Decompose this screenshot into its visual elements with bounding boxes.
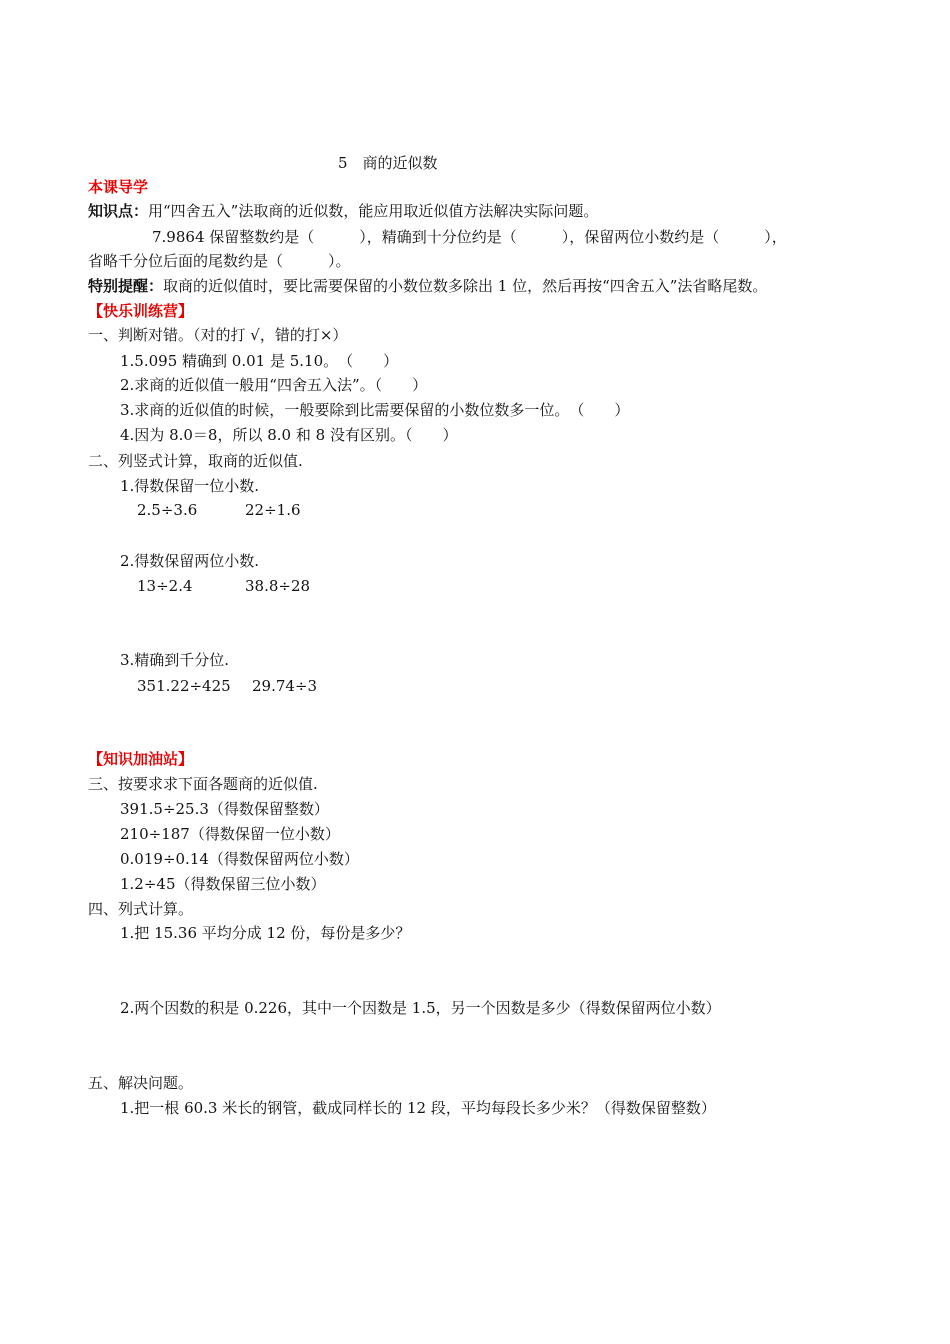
- example-line-2: 省略千分位后面的尾数约是（ ）。: [88, 252, 351, 270]
- judge-item-4: 4.因为 8.0＝8，所以 8.0 和 8 没有区别。（ ）: [120, 426, 458, 444]
- calc-1b: 22÷1.6: [245, 501, 301, 519]
- guide-heading: 本课导学: [88, 178, 149, 196]
- judge-item-1: 1.5.095 精确到 0.01 是 5.10。 （ ）: [120, 352, 399, 370]
- special-tip-label: 特别提醒：: [88, 277, 164, 295]
- knowledge-point-text: 用“四舍五入”法取商的近似数，能应用取近似值方法解决实际问题。: [148, 202, 599, 220]
- section-5-title: 五、解决问题。: [88, 1074, 194, 1092]
- calc-1a: 2.5÷3.6: [137, 501, 198, 519]
- knowledge-point-label: 知识点：: [88, 202, 149, 220]
- section-4-title: 四、列式计算。: [88, 900, 194, 918]
- part-2-title: 2.得数保留两位小数.: [120, 552, 260, 570]
- word-problem-4-2: 2.两个因数的积是 0.226，其中一个因数是 1.5，另一个因数是多少（得数保留两位小数）: [120, 999, 721, 1017]
- word-problem-4-1: 1.把 15.36 平均分成 12 份，每份是多少？: [120, 924, 411, 942]
- calc-3b: 29.74÷3: [252, 677, 318, 695]
- calc-2a: 13÷2.4: [137, 577, 193, 595]
- word-problem-5-1: 1.把一根 60.3 米长的钢管，截成同样长的 12 段，平均每段长多少米？（得数保留整数）: [120, 1099, 716, 1117]
- section-2-title: 二、列竖式计算，取商的近似值.: [88, 452, 303, 470]
- approx-item-4: 1.2÷45（得数保留三位小数）: [120, 875, 326, 893]
- judge-item-2: 2.求商的近似值一般用“四舍五入法”。（ ）: [120, 376, 428, 394]
- approx-item-1: 391.5÷25.3（得数保留整数）: [120, 800, 329, 818]
- approx-item-3: 0.019÷0.14（得数保留两位小数）: [120, 850, 359, 868]
- part-1-title: 1.得数保留一位小数.: [120, 477, 260, 495]
- camp-heading: 【快乐训练营】: [88, 302, 194, 320]
- example-line-1: 7.9864 保留整数约是（ ），精确到十分位约是（ ），保留两位小数约是（ ），: [152, 228, 787, 246]
- approx-item-2: 210÷187（得数保留一位小数）: [120, 825, 340, 843]
- section-1-title: 一、判断对错。（对的打 √，错的打×）: [88, 326, 348, 344]
- part-3-title: 3.精确到千分位.: [120, 651, 230, 669]
- calc-2b: 38.8÷28: [245, 577, 311, 595]
- knowledge-point: [88, 201, 598, 221]
- section-3-title: 三、按要求求下面各题商的近似值.: [88, 775, 318, 793]
- station-heading: 【知识加油站】: [88, 750, 194, 768]
- page-title: 5 商的近似数: [338, 154, 438, 172]
- judge-item-3: 3.求商的近似值的时候，一般要除到比需要保留的小数位数多一位。 （ ）: [120, 401, 630, 419]
- special-tip: [88, 276, 767, 296]
- calc-3a: 351.22÷425: [137, 677, 231, 695]
- special-tip-text: 取商的近似值时，要比需要保留的小数位数多除出 1 位，然后再按“四舍五入”法省略尾数。: [163, 277, 768, 295]
